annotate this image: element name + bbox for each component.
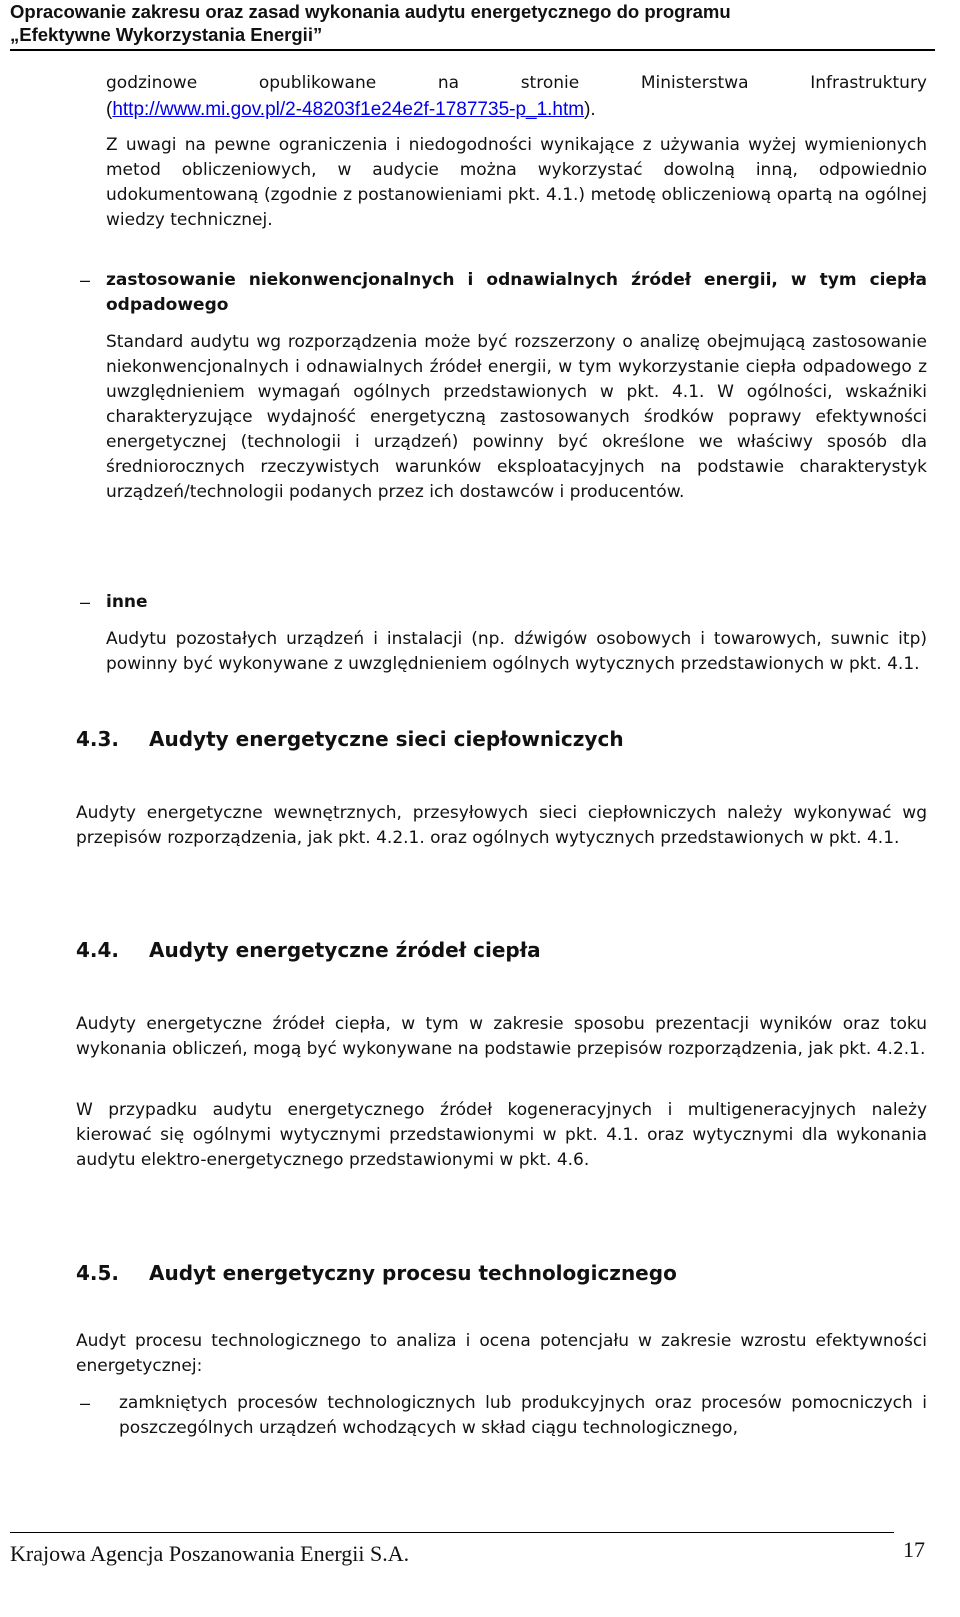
mi-gov-link[interactable]: http://www.mi.gov.pl/2-48203f1e24e2f-1787735-p_1.htm <box>112 99 585 120</box>
section-heading-4-4: 4.4. Audyty energetyczne źródeł ciepła <box>76 938 541 962</box>
list-dash: – <box>80 592 91 612</box>
header-rule <box>10 49 935 51</box>
section-heading-4-5: 4.5. Audyt energetyczny procesu technologicznego <box>76 1261 677 1285</box>
list-dash: – <box>80 1393 91 1413</box>
section-4-5-text: Audyt procesu technologicznego to analiza i ocena potencjału w zakresie wzrostu efektywności energetycznej: <box>76 1331 927 1376</box>
section-4-3-text: Audyty energetyczne wewnętrznych, przesyłowych sieci ciepłowniczych należy wykonywać wg przepisów rozporządzenia, jak pkt. 4.2.1. oraz ogólnych wytycznych przedstawionych w pkt. 4.1. <box>76 803 927 848</box>
list-item-title-inne: inne <box>106 592 148 612</box>
source-link-line: (http://www.mi.gov.pl/2-48203f1e24e2f-1787735-p_1.htm). <box>106 99 596 120</box>
header-title-line2: „Efektywne Wykorzystania Energii” <box>10 24 323 45</box>
header-title-line1: Opracowanie zakresu oraz zasad wykonania audytu energetycznego do programu <box>10 1 731 22</box>
list-item-title-oze: zastosowanie niekonwencjonalnych i odnawialnych źródeł energii, w tym ciepła odpadowego <box>106 270 927 315</box>
footer-organization: Krajowa Agencja Poszanowania Energii S.A. <box>10 1541 410 1566</box>
page-header <box>10 0 940 46</box>
list-dash: – <box>80 270 91 290</box>
section-heading-4-3: 4.3. Audyty energetyczne sieci ciepłowniczych <box>76 727 624 751</box>
footer-rule <box>10 1532 894 1533</box>
section-4-4-text-2: W przypadku audytu energetycznego źródeł kogeneracyjnych i multigeneracyjnych należy kierować się ogólnymi wytycznymi przedstawionymi w pkt. 4.1. oraz wytycznymi dla wykonania audytu elektro-energetycznego przedstawionymi w pkt. 4.6. <box>76 1100 927 1170</box>
paragraph-godzinowe: godzinowe opublikowane na stronie Ministerstwa Infrastruktury <box>106 73 927 93</box>
paragraph-uwagi: Z uwagi na pewne ograniczenia i niedogodności wynikające z używania wyżej wymienionych metod obliczeniowych, w audycie można wykorzystać dowolną inną, odpowiednio udokumentowaną (zgodnie z postanowieniami pkt. 4.1.) metodę obliczeniową opartą na ogólnej wiedzy technicznej. <box>106 135 927 230</box>
page-number: 17 <box>903 1537 925 1562</box>
list-item-text-oze: Standard audytu wg rozporządzenia może być rozszerzony o analizę obejmującą zastosowanie niekonwencjonalnych i odnawialnych źródeł energii, w tym wykorzystanie ciepła odpadowego z uwzględnieniem wymagań ogólnych przedstawionych w pkt. 4.1. W ogólności, wskaźniki charakteryzujące wydajność energetyczną zastosowanych środków poprawy efektywności energetycznej (technologii i urządzeń) powinny być określone we właściwy sposób dla średniorocznych rzeczywistych warunków eksploatacyjnych na podstawie charakterystyk urządzeń/technologii podanych przez ich dostawców i producentów. <box>106 332 927 502</box>
list-item-text-inne: Audytu pozostałych urządzeń i instalacji (np. dźwigów osobowych i towarowych, suwnic itp) powinny być wykonywane z uwzględnieniem ogólnych wytycznych przedstawionych w pkt. 4.1. <box>106 629 927 674</box>
section-4-5-list-item: zamkniętych procesów technologicznych lub produkcyjnych oraz procesów pomocniczych i poszczególnych urządzeń wchodzących w skład ciągu technologicznego, <box>119 1393 927 1438</box>
section-4-4-text-1: Audyty energetyczne źródeł ciepła, w tym w zakresie sposobu prezentacji wyników oraz toku wykonania obliczeń, mogą być wykonywane na podstawie przepisów rozporządzenia, jak pkt. 4.2.1. <box>76 1014 927 1059</box>
